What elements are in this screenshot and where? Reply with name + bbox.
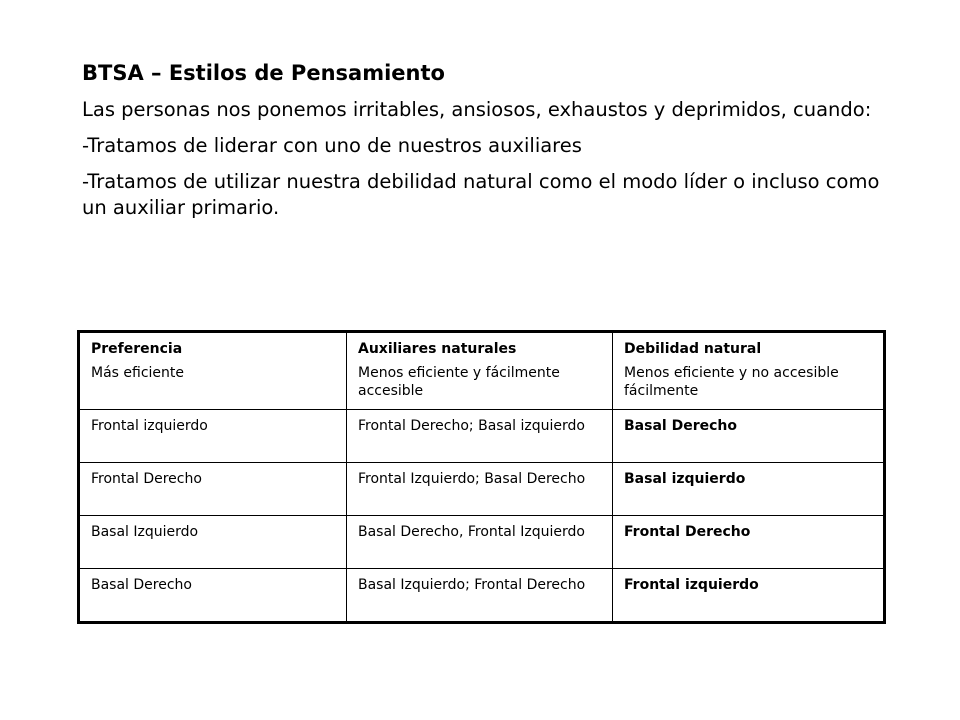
table-cell: Basal Derecho, Frontal Izquierdo: [347, 516, 613, 569]
intro-paragraph: Las personas nos ponemos irritables, ansiosos, exhaustos y deprimidos, cuando:: [82, 98, 872, 122]
slide-title: BTSA – Estilos de Pensamiento: [82, 61, 445, 85]
table-header-row: [79, 332, 885, 410]
table-cell: Frontal Derecho: [79, 463, 347, 516]
header-cell-preferencia: [79, 332, 347, 410]
table-cell: Basal Derecho: [79, 569, 347, 623]
table-cell: Frontal izquierdo: [613, 569, 885, 623]
header-subtitle: Menos eficiente y fácilmente accesible: [358, 364, 560, 399]
table-cell: Basal Derecho: [613, 410, 885, 463]
header-subtitle: Menos eficiente y no accesible fácilmente: [624, 364, 839, 399]
table-cell: Basal Izquierdo; Frontal Derecho: [347, 569, 613, 623]
bullet-1: -Tratamos de liderar con uno de nuestros auxiliares: [82, 134, 582, 158]
header-title: Preferencia: [91, 341, 183, 357]
table-row: [79, 569, 885, 623]
table-row: [79, 516, 885, 569]
thinking-styles-table: [77, 330, 886, 624]
table-row: [79, 463, 885, 516]
bullet-2: -Tratamos de utilizar nuestra debilidad natural como el modo líder o incluso como un auxiliar primario.: [82, 169, 880, 219]
table-cell: Frontal Izquierdo; Basal Derecho: [347, 463, 613, 516]
table-cell: Frontal Derecho: [613, 516, 885, 569]
table-cell: Frontal izquierdo: [79, 410, 347, 463]
header-title: Auxiliares naturales: [358, 341, 517, 357]
header-cell-debilidad: [613, 332, 885, 410]
slide-text-block: [82, 60, 882, 230]
table-row: [79, 410, 885, 463]
table-cell: Frontal Derecho; Basal izquierdo: [347, 410, 613, 463]
table-cell: Basal izquierdo: [613, 463, 885, 516]
table-cell: Basal Izquierdo: [79, 516, 347, 569]
header-title: Debilidad natural: [624, 341, 762, 357]
header-subtitle: Más eficiente: [91, 364, 185, 381]
header-cell-auxiliares: [347, 332, 613, 410]
